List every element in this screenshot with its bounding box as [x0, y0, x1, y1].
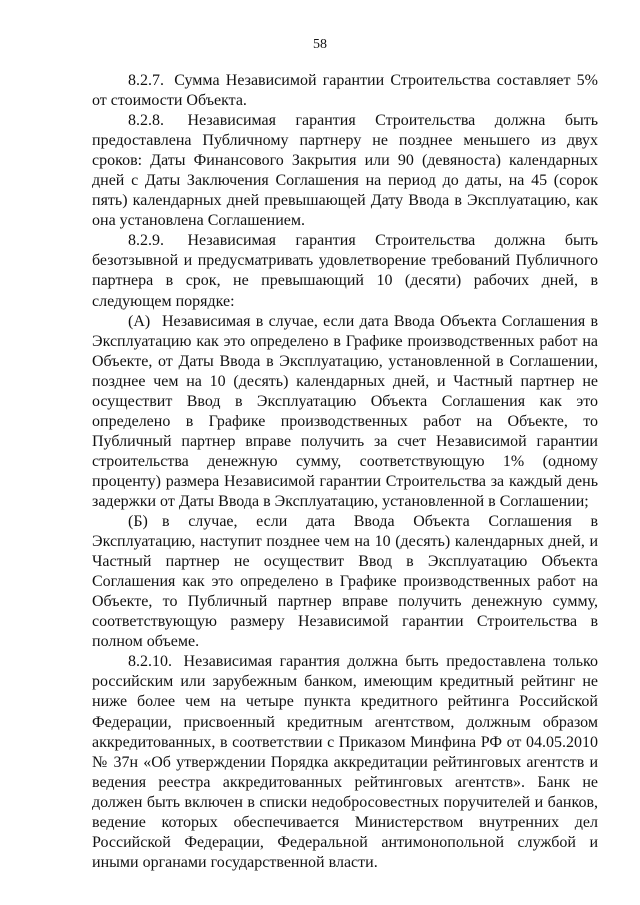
clause-text: Сумма Независимой гарантии Строительства составляет 5% от стоимости Объекта.: [92, 72, 598, 110]
clause-8-2-10: [92, 652, 598, 873]
clause-8-2-8: [92, 111, 598, 231]
clause-number: 8.2.9.: [128, 232, 164, 250]
subclause-b: [92, 512, 598, 652]
subclause-letter: (А): [128, 312, 151, 330]
clause-text: Независимая гарантия Строительства должна быть предоставлена Публичному партнеру не позднее меньшего из двух сроков: Даты Финансового Закрытия или 90 (девяноста) календарных дней с Даты Заключения Соглашения на период до даты, на 45 (сорок пять) календарных дней превышающей Дату Ввода в Эксплуатацию, как она установлена Соглашением.: [92, 112, 599, 230]
clause-number: 8.2.7.: [128, 72, 164, 89]
subclause-text: Независимая в случае, если дата Ввода Объекта Соглашения в Эксплуатацию как это определено в Графике производственных работ на Объекте, от Даты Ввода в Эксплуатацию, установленной в Соглашении, позднее чем на 10 (десять) календарных дней, и Частный партнер не осуществит Ввод в Эксплуатацию Объекта Соглашения как это определено в Графике производственных работ на Объекте, то Публичный партнер вправе получить за счет Независимой гарантии строительства денежную сумму, соответствующую 1% (одному проценту) размера Независимой гарантии Строительства за каждый день задержки от Даты Ввода в Эксплуатацию, установленной в Соглашении;: [92, 312, 598, 510]
subclause-a: [92, 312, 598, 512]
clause-number: 8.2.10.: [128, 653, 172, 671]
clause-8-2-7: [92, 71, 598, 111]
page-number: 58: [313, 37, 327, 52]
clause-8-2-9: [92, 231, 598, 311]
clause-text: Независимая гарантия должна быть предоставлена только российским или зарубежным банком, имеющим кредитный рейтинг не ниже более чем на четыре пункта кредитного рейтинга Российской Федерации, присвоенный кредитным агентством, должным образом аккредитованных, в соответствии с Приказом Минфина РФ от 04.05.2010 № 37н «Об утверждении Порядка аккредитации рейтинговых агентств и ведения реестра аккредитованных рейтинговых агентств». Банк не должен быть включен в списки недобросовестных поручителей и банков, ведение которых обеспечивается Министерством внутренних дел Российской Федерации, Федеральной антимонопольной службой и иными органами государственной власти.: [92, 653, 599, 871]
subclause-text: в случае, если дата Ввода Объекта Соглашения в Эксплуатацию, наступит позднее чем на 10 (десять) календарных дней, и Частный партнер не осуществит Ввод в Эксплуатацию Объекта Соглашения как это определено в Графике производственных работ на Объекте, то Публичный партнер вправе получить денежную сумму, соответствующую размеру Независимой гарантии Строительства в полном объеме.: [92, 513, 598, 651]
subclause-letter: (Б): [128, 513, 148, 531]
document-body: [92, 71, 598, 873]
clause-number: 8.2.8.: [128, 112, 164, 130]
clause-text: Независимая гарантия Строительства должна быть безотзывной и предусматривать удовлетворение требований Публичного партнера в срок, не превышающий 10 (десяти) рабочих дней, в следующем порядке:: [92, 232, 599, 310]
